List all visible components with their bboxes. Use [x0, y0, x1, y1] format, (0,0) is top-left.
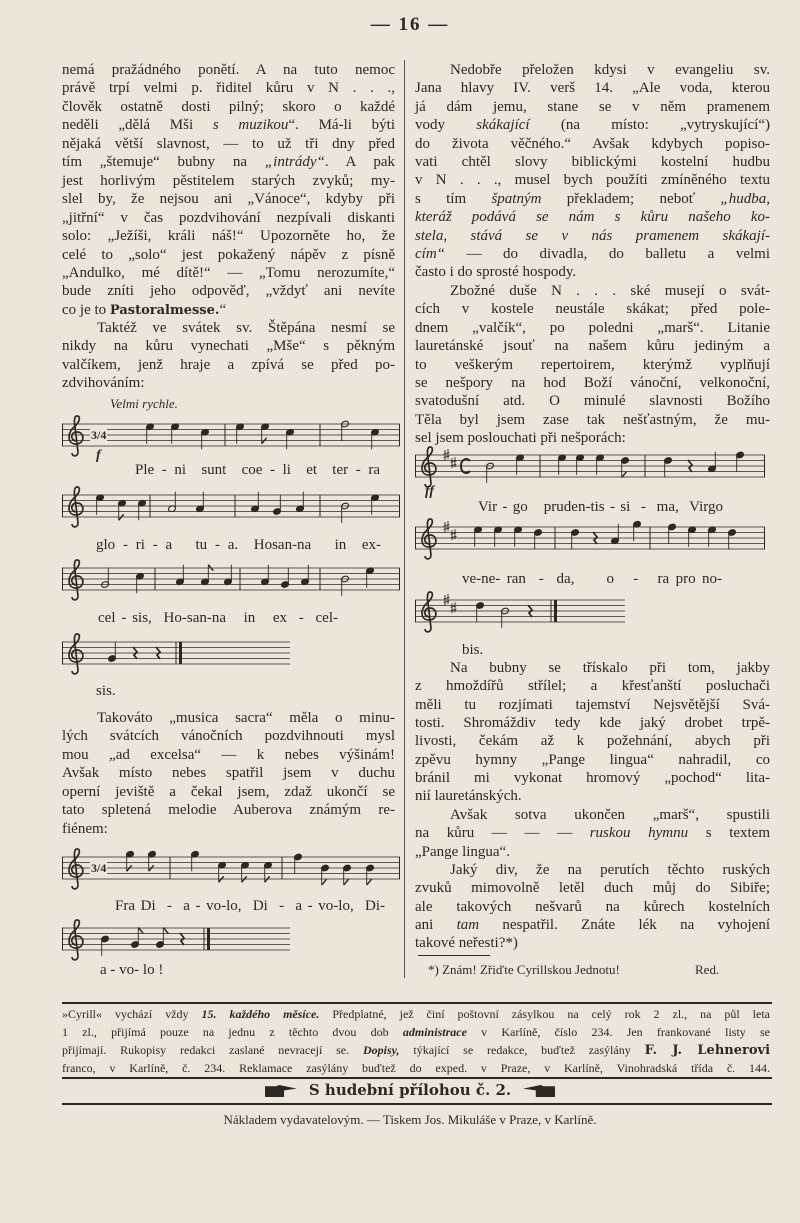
final-bar-line	[554, 600, 557, 622]
treble-clef-icon	[69, 920, 83, 960]
text-line: Zbožné duše N . . . ské musejí o svát-	[450, 283, 770, 299]
time-signature: 3/4	[91, 861, 107, 875]
dynamic-marking: ff	[425, 484, 435, 499]
note-flag	[367, 879, 372, 885]
imprint: Nákladem vydavatelovým. — Tiskem Jos. Mikuláše v Praze, v Karlíně.	[223, 1112, 597, 1127]
text-line	[415, 825, 770, 841]
text-run: . A pak	[324, 154, 395, 171]
text-line: franco, v Karlíně, č. 234. Reklamace zasýlány buďtež do exped. v Praze, v Karlíně, Vinohradská třída č. 144.	[62, 1061, 770, 1075]
text-line	[62, 302, 395, 318]
text-run: tím „štemuje“ bubny na	[62, 154, 265, 171]
text-line: Těla byl jsem zase tak nešťastným, že mu-	[415, 411, 770, 428]
text-run: ani	[415, 917, 457, 934]
text-line: bude zníti jeho odpověď, „vždyť ani nevíte	[62, 283, 395, 300]
sharp-icon	[444, 449, 450, 460]
text-line	[62, 1005, 770, 1021]
italic-text: špatným	[491, 190, 542, 207]
text-line	[62, 1023, 770, 1039]
text-line	[415, 246, 770, 262]
text-run: přijímají. Rukopisy redakci zaslané nevracejí se.	[62, 1043, 363, 1057]
text-line: Jaký div, že na perutích těchto ruských	[450, 862, 770, 878]
text-line: slel by, že nejsou ani „Vánoce“, kdyby při	[62, 191, 395, 208]
page-number: — 16 —	[370, 14, 450, 35]
text-line: zpěvu hymny „Pange lingua“ nahradil, co	[415, 751, 770, 768]
text-line: právě trpí velmi p. řiditel kůru v N . . .,	[62, 80, 395, 97]
text-run: »Cyrill« vychází vždy	[62, 1007, 202, 1021]
text-line: tato spletená melodie Auberova známým re-	[62, 802, 395, 819]
text-line: zvuků mimovolně letěl duch můj do Sibiře;	[415, 880, 770, 897]
text-line: jest horlivým pěstitelem starých zvyků; my-	[62, 172, 395, 189]
sharp-icon	[444, 521, 450, 532]
text-line: lých svátcích vánočních pozdvihnouti mysl	[62, 728, 395, 745]
text-line: v N . . ., musel bych použíti zmíněného textu	[415, 172, 770, 189]
italic-text: s muzikou	[212, 117, 289, 134]
footnote-rule	[418, 955, 490, 956]
note-flag	[344, 879, 349, 885]
italic-text: cím“	[415, 246, 445, 262]
note-flag	[322, 879, 327, 885]
italic-text: tam	[456, 917, 480, 934]
text-line: nikdy na kůru vynechati „Mše“ s pěkným	[62, 338, 395, 355]
text-line: sel jsem poslouchati při nešporách:	[415, 430, 626, 447]
lyrics-line: ve-ne- ran - da, o - ra pro no-	[462, 571, 722, 587]
text-line	[62, 1041, 770, 1057]
footer-rule	[62, 1077, 772, 1079]
text-line: fiénem:	[62, 820, 108, 837]
text-line: často i do sprosté hospody.	[415, 264, 577, 281]
text-line: měli tu rozjímati tajemství Nejsvětější Svá-	[415, 696, 770, 713]
text-line: celé to „solo“ jest pokažený nápěv z písně	[62, 246, 395, 263]
final-bar-line	[207, 928, 210, 950]
text-line: nějaká větší slavnost, — to už tři dny před	[62, 135, 395, 152]
text-line: Nedobře přeložen kdysi v evangeliu sv.	[450, 62, 770, 78]
music-staff	[415, 509, 765, 569]
text-line: operní jeviště a čekal jsem, zdaž ukončí se	[62, 783, 395, 800]
note-flag	[138, 928, 143, 934]
music-staff	[62, 624, 290, 684]
text-line: „Andulko, mé dítě!“ — „Tomu nerozumíte,“	[62, 264, 395, 281]
text-line: zdvihováním:	[62, 375, 145, 392]
final-bar-line	[179, 642, 182, 664]
lyrics-line: cel - sis, Ho-san-na in ex - cel-	[98, 610, 338, 626]
text-line: Takováto „musica sacra“ měla o minu-	[97, 710, 395, 726]
tempo-marking: Velmi rychle.	[110, 396, 178, 411]
text-line: nemá pražádného ponětí. A na tuto nemoc	[62, 62, 395, 78]
lyrics-line: Vir - go pruden-tis - si - ma, Virgo	[478, 499, 723, 515]
treble-clef-icon	[422, 592, 436, 632]
text-run: nespatřil. Znáte lék na vyhojení	[479, 917, 770, 934]
text-line: Taktéž ve svátek sv. Štěpána nesmí se	[97, 320, 395, 336]
bold-text: Pastoralmesse.	[109, 302, 220, 318]
text-line: Jana hlavy IV. verš 14. „Ale voda, kterou	[415, 80, 770, 97]
music-staff	[62, 406, 400, 466]
column-divider	[404, 60, 405, 978]
pointing-hand-icon	[265, 1085, 297, 1097]
treble-clef-icon	[69, 487, 83, 527]
text-line: „jitřní“ v čas pozdvihování nezpívali diskanti	[62, 209, 395, 226]
sharp-icon	[444, 594, 450, 605]
text-run: vody	[415, 117, 477, 134]
text-line: svatodušní atd. O minulé slavnosti Božího	[415, 393, 770, 410]
text-line	[415, 917, 770, 933]
text-run: překladem; neboť	[541, 190, 721, 207]
lyrics-line: a - vo- lo !	[100, 962, 164, 978]
text-line	[62, 117, 395, 133]
announcement-text: S hudební přílohou č. 2.	[308, 1081, 512, 1099]
italic-text: ruskou hymnu	[589, 825, 689, 842]
lyrics-line: Ple - ni sunt coe - li et ter - ra	[135, 462, 380, 478]
text-line: mou „ad excelsa“ — k nebes výšinám!	[62, 746, 395, 763]
text-line: dnem „valčík“, po poledni „marš“. Litanie	[415, 319, 770, 336]
lyrics-line: sis.	[96, 683, 116, 699]
text-line: lauretánské jsouť na našem kůru jediným a	[415, 338, 770, 355]
text-line: livosti, čekám až k požehnání, abych při	[415, 733, 770, 750]
text-line: takové neřesti?*)	[415, 935, 518, 952]
bold-italic-text: 15. každého měsíce.	[201, 1007, 320, 1021]
italic-text: skákající	[476, 117, 530, 134]
text-line: „Pange lingua“.	[415, 843, 510, 860]
text-run: — do divadla, do balletu a velmi	[445, 246, 770, 262]
sharp-icon	[451, 457, 457, 468]
text-line: tosti. Shromáždiv tedy kde jaký drobet trpě-	[415, 715, 770, 732]
text-line	[415, 191, 770, 207]
italic-text: kteráž podává se nám s kůru našeho ko-	[415, 209, 770, 226]
text-line: člověk ostatně dosti pilný; skoro o každé	[62, 98, 395, 115]
music-staff	[62, 839, 400, 899]
text-run: s textem	[688, 825, 771, 842]
music-staff	[415, 437, 765, 497]
text-line	[62, 154, 395, 170]
text-run: týkající se redakce, buďtež zasýlány	[399, 1043, 645, 1057]
text-line: solo: „Ježíši, králi náš!“ Upozorněte ho, že	[62, 228, 395, 245]
lyrics-line: bis.	[462, 642, 484, 658]
text-line: Avšak sotva ukončen „marš“, spustili	[450, 807, 770, 823]
footnote: *) Znám! Zřiďte Cyrillskou Jednotu!	[428, 962, 620, 977]
bold-text: F. J. Lehnerovi	[644, 1043, 771, 1058]
dynamic-marking: f	[96, 448, 101, 463]
text-line	[415, 228, 770, 244]
text-line: se nešpory na hod Boží vánoční, velkonoční,	[415, 375, 770, 391]
italic-text: „hudba,	[720, 190, 770, 207]
text-run: (na místo: „vytryskující“)	[529, 117, 770, 134]
text-line: z hmoždířů střílel; a křesťanští posluchači	[415, 678, 770, 695]
text-run: “	[219, 301, 227, 318]
text-line: to veškerým repertoirem, kterýmž vyplňují	[415, 356, 770, 373]
text-run: Předplatné, jež činí poštovní zásylkou na celý rok 2 zl., na půl leta	[319, 1007, 770, 1021]
text-line: valčíkem, jenž hraje a zpívá se před po-	[62, 356, 395, 373]
music-staff	[62, 477, 400, 537]
text-line: do života věčného.“ Avšak kdybych popiso-	[415, 135, 770, 152]
text-line	[415, 117, 770, 133]
text-run: “. Má-li býti	[288, 117, 395, 134]
text-run: s tím	[415, 190, 492, 207]
text-line: Avšak místo nebes spatřil jsem v duchu	[62, 765, 395, 782]
pointing-hand-icon	[523, 1085, 555, 1097]
text-line: Na bubny se třískalo při tom, jakby	[450, 660, 770, 676]
text-run: co je to	[62, 301, 110, 318]
text-line: ale takových nešvarů na kůrech kostelních	[415, 898, 770, 915]
text-line: cích v kostele neustále skákat; před pole-	[415, 301, 770, 318]
sharp-icon	[451, 529, 457, 540]
treble-clef-icon	[69, 416, 83, 456]
note-flag	[163, 928, 168, 934]
footnote-signature: Red.	[695, 962, 720, 977]
music-staff	[415, 582, 625, 642]
lyrics-line: Fra Di - a - vo-lo, Di - a - vo-lo, Di-	[115, 898, 385, 914]
treble-clef-icon	[69, 849, 83, 889]
text-run: na kůru — — —	[415, 825, 590, 842]
treble-clef-icon	[422, 447, 436, 487]
bold-italic-text: administrace	[402, 1025, 467, 1039]
italic-text: „intrády“	[264, 154, 325, 171]
treble-clef-icon	[69, 560, 83, 600]
text-run: 1 zl., přijímá pouze na jednu z těchto dvou dob	[62, 1025, 403, 1039]
lyrics-line: glo - ri - a tu - a. Hosan-na in ex-	[96, 537, 381, 553]
sharp-icon	[451, 602, 457, 613]
footer-rule	[62, 1002, 772, 1004]
text-line	[415, 209, 770, 225]
bold-italic-text: Dopisy,	[362, 1043, 400, 1057]
music-staff	[62, 910, 290, 970]
music-supplement-notice	[0, 1081, 800, 1099]
footer-rule	[62, 1103, 772, 1105]
treble-clef-icon	[69, 634, 83, 674]
text-line: bránil mi vykonat hromový „pochod“ lita-	[415, 770, 770, 787]
text-line: já dám jemu, stane se v něm pramenem	[415, 98, 770, 115]
text-run: neděli „dělá Mši	[62, 117, 213, 134]
treble-clef-icon	[422, 519, 436, 559]
text-run: v Karlíně, číslo 234. Jen frankované listy se	[466, 1025, 771, 1039]
time-signature: 3/4	[91, 428, 107, 442]
text-line: vati chtěl slovy biblickými kostelní hudbu	[415, 154, 770, 170]
italic-text: stela, stává se v nás pramenem skákají-	[415, 227, 770, 244]
music-staff	[62, 550, 400, 610]
text-line: nií lauretánských.	[415, 788, 522, 805]
